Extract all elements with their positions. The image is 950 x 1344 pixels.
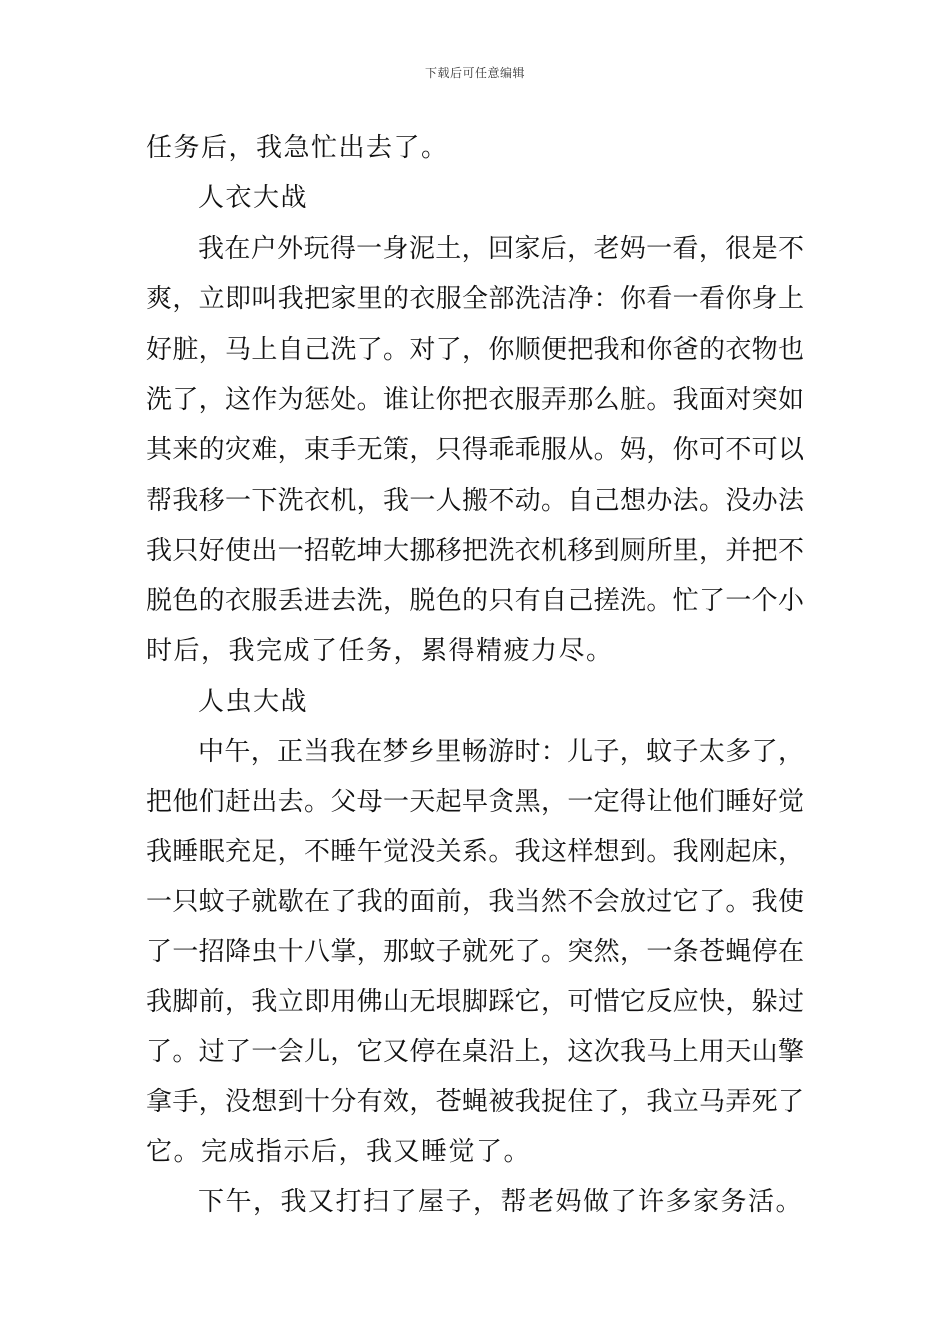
text-line: 它。完成指示后，我又睡觉了。 bbox=[146, 1137, 532, 1167]
text-line: 拿手，没想到十分有效，苍蝇被我捉住了，我立马弄死了 bbox=[146, 1087, 804, 1117]
text-line: 我只好使出一招乾坤大挪移把洗衣机移到厕所里，并把不 bbox=[146, 536, 804, 566]
text-line: 了。过了一会儿，它又停在桌沿上，这次我马上用天山擎 bbox=[146, 1037, 804, 1067]
text-line: 洗了，这作为惩处。谁让你把衣服弄那么脏。我面对突如 bbox=[146, 385, 804, 415]
text-line: 时后，我完成了任务，累得精疲力尽。 bbox=[146, 636, 614, 666]
section-heading: 人虫大战 bbox=[198, 687, 309, 717]
text-line: 中午，正当我在梦乡里畅游时：儿子，蚊子太多了， bbox=[198, 737, 804, 767]
text-line: 我在户外玩得一身泥土，回家后，老妈一看，很是不 bbox=[198, 234, 804, 264]
text-line: 爽，立即叫我把家里的衣服全部洗洁净：你看一看你身上 bbox=[146, 284, 804, 314]
text-line: 我脚前，我立即用佛山无垠脚踩它，可惜它反应快，躲过 bbox=[146, 987, 804, 1017]
section-heading: 人衣大战 bbox=[198, 183, 309, 213]
text-line: 帮我移一下洗衣机，我一人搬不动。自己想办法。没办法 bbox=[146, 486, 804, 516]
text-line: 脱色的衣服丢进去洗，脱色的只有自己搓洗。忙了一个小 bbox=[146, 586, 804, 616]
text-line: 我睡眠充足，不睡午觉没关系。我这样想到。我刚起床， bbox=[146, 837, 804, 867]
text-line: 了一招降虫十八掌，那蚊子就死了。突然，一条苍蝇停在 bbox=[146, 937, 804, 967]
text-line: 下午，我又打扫了屋子，帮老妈做了许多家务活。 bbox=[198, 1187, 804, 1217]
page-header: 下载后可任意编辑 bbox=[424, 66, 525, 80]
text-line: 好脏，马上自己洗了。对了，你顺便把我和你爸的衣物也 bbox=[146, 335, 804, 365]
text-line: 任务后，我急忙出去了。 bbox=[146, 133, 449, 163]
text-line: 一只蚊子就歇在了我的面前，我当然不会放过它了。我使 bbox=[146, 887, 804, 917]
text-line: 把他们赶出去。父母一天起早贪黑，一定得让他们睡好觉 bbox=[146, 787, 804, 817]
text-line: 其来的灾难，束手无策，只得乖乖服从。妈，你可不可以 bbox=[146, 435, 804, 465]
